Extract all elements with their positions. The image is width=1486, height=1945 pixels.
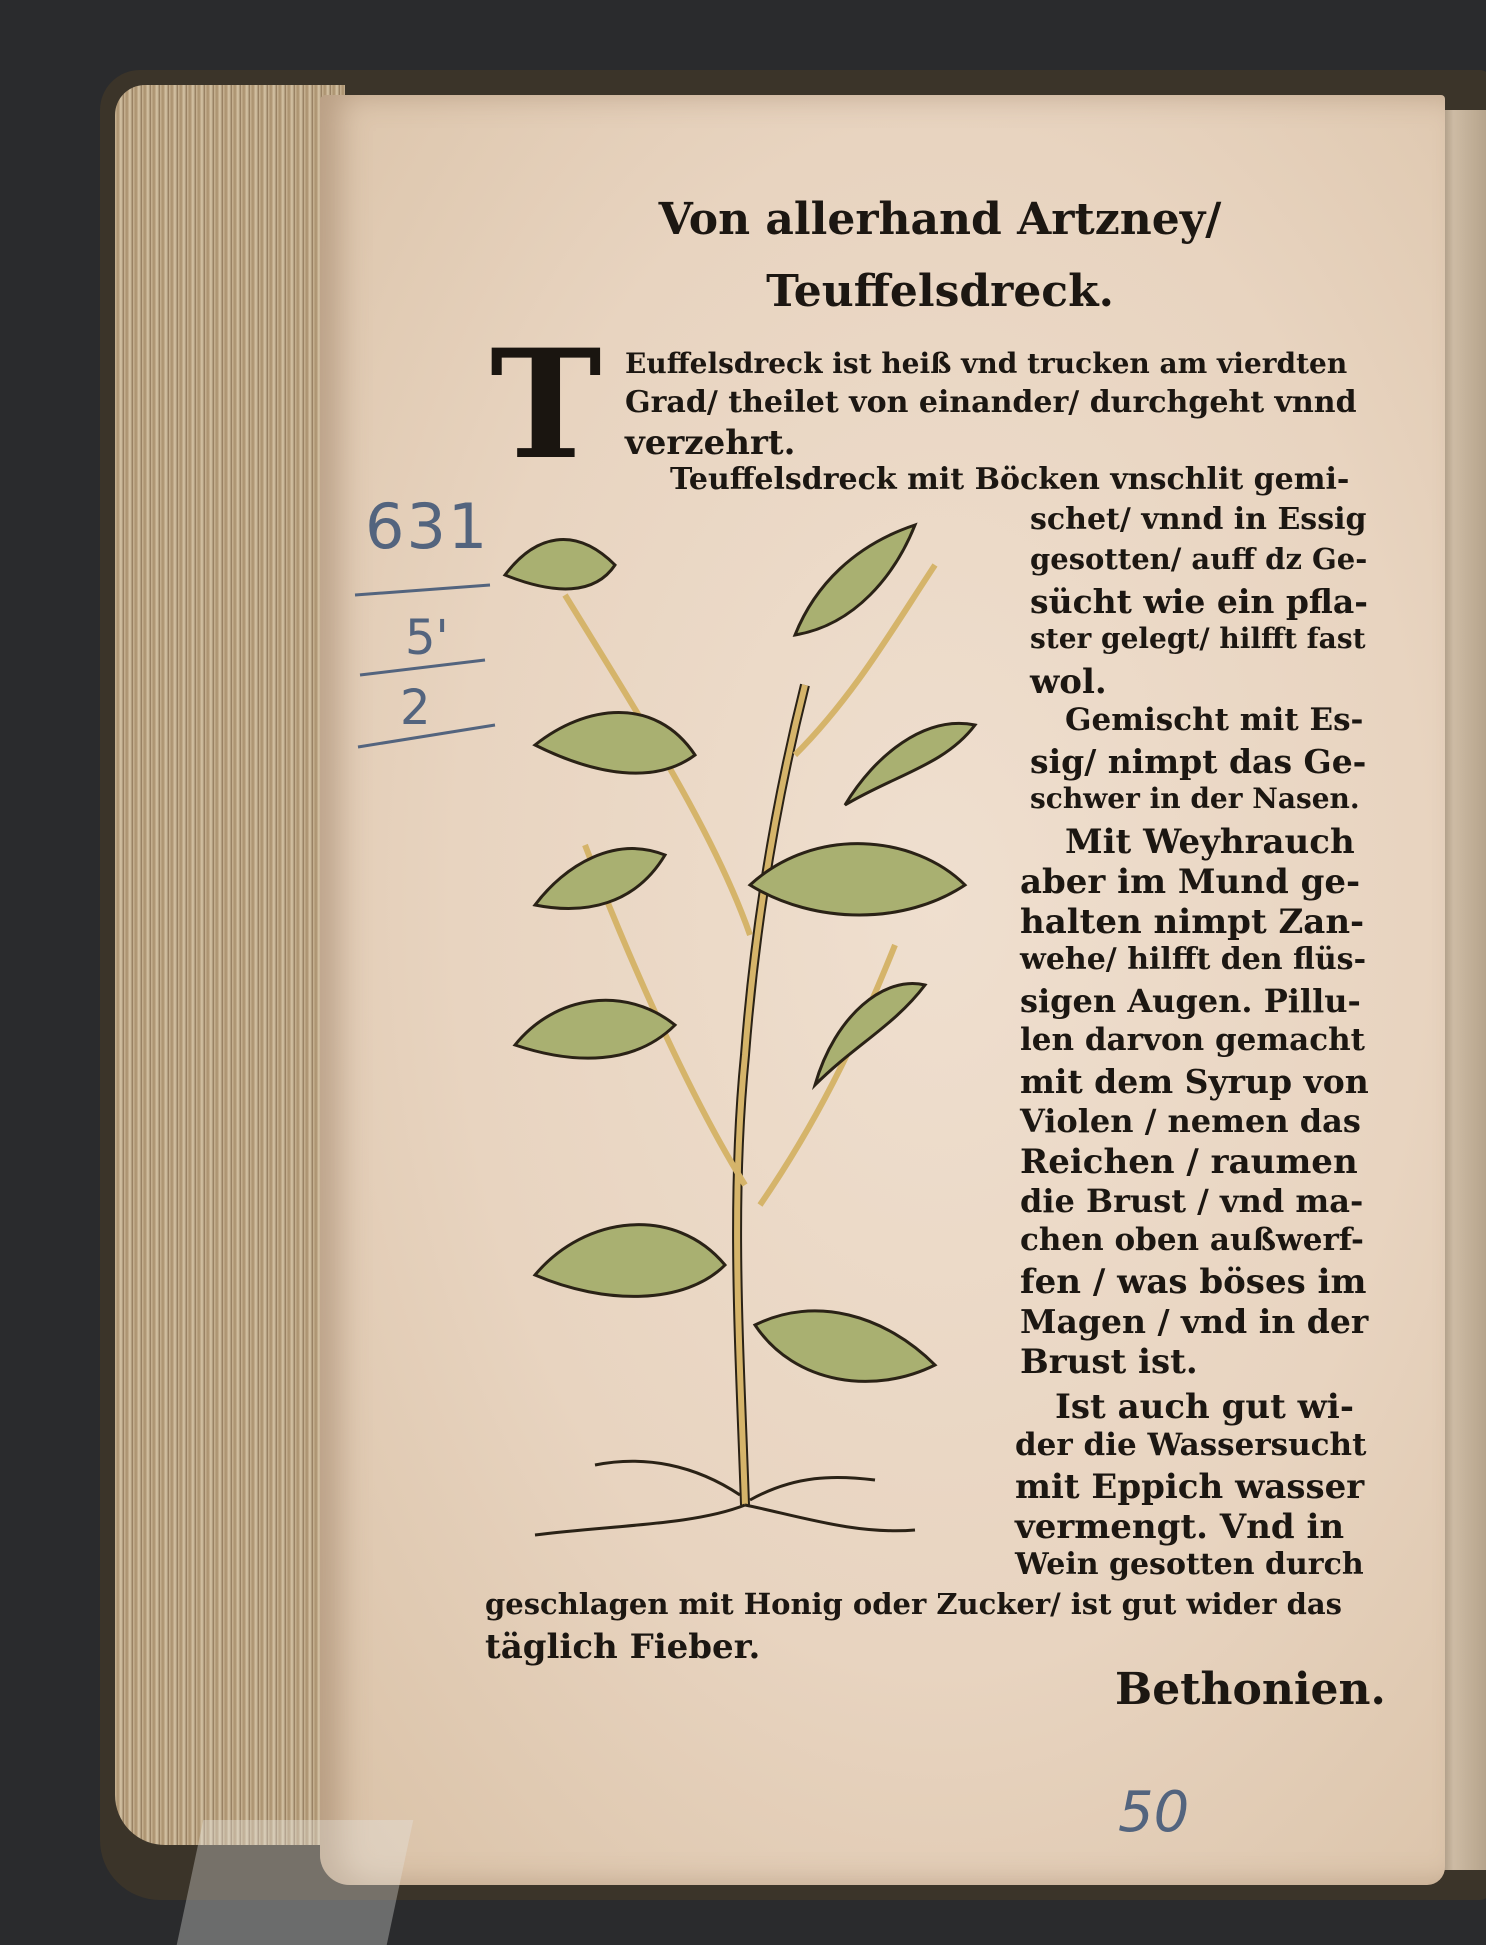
body-line: Teuffelsdreck mit Böcken vnschlit gemi-: [670, 462, 1350, 497]
body-line: vermengt. Vnd in: [1015, 1507, 1345, 1547]
body-line: mit dem Syrup von: [1020, 1062, 1369, 1101]
page-edges: [115, 85, 345, 1845]
manuscript-fraction-denominator: 2: [400, 680, 431, 736]
body-line: die Brust / vnd ma-: [1020, 1182, 1364, 1220]
manuscript-shelfmark: 631: [365, 490, 490, 563]
folio-number: 50: [1118, 1780, 1190, 1845]
body-line: Ist auch gut wi-: [1055, 1387, 1354, 1427]
body-line: halten nimpt Zan-: [1020, 902, 1365, 942]
body-line: Reichen / raumen: [1020, 1142, 1358, 1182]
body-line: ster gelegt/ hilfft fast: [1030, 622, 1366, 655]
body-line: len darvon gemacht: [1020, 1022, 1365, 1058]
body-line: chen oben außwerf-: [1020, 1222, 1364, 1258]
tape-strip: [177, 1820, 414, 1945]
body-line: Mit Weyhrauch: [1065, 822, 1355, 862]
body-line: aber im Mund ge-: [1020, 862, 1361, 902]
body-line: verzehrt.: [625, 423, 796, 463]
catchword: Bethonien.: [1115, 1664, 1386, 1715]
body-line: schwer in der Nasen.: [1030, 782, 1360, 815]
body-line: wol.: [1030, 662, 1107, 702]
body-line: Gemischt mit Es-: [1065, 702, 1364, 738]
body-line: Euffelsdreck ist heiß vnd trucken am vierdten: [625, 347, 1348, 380]
manuscript-lines: [350, 575, 500, 755]
body-line: Brust ist.: [1020, 1342, 1198, 1382]
body-line: wehe/ hilfft den flüs-: [1020, 942, 1367, 977]
body-line: schet/ vnnd in Essig: [1030, 502, 1367, 537]
body-line: Wein gesotten durch: [1015, 1547, 1364, 1582]
drop-cap: T: [490, 317, 602, 493]
body-line: sigen Augen. Pillu-: [1020, 982, 1361, 1020]
body-line: gesotten/ auff dz Ge-: [1030, 542, 1368, 576]
body-line: mit Eppich wasser: [1015, 1467, 1365, 1507]
body-line: sig/ nimpt das Ge-: [1030, 742, 1367, 781]
section-title: Teuffelsdreck.: [766, 266, 1114, 317]
body-line: Grad/ theilet von einander/ durchgeht vnnd: [625, 385, 1357, 420]
page-heading: Von allerhand Artzney/: [658, 194, 1222, 245]
manuscript-fraction-numerator: 5': [405, 610, 449, 666]
body-line: fen / was böses im: [1020, 1262, 1367, 1302]
body-line: der die Wassersucht: [1015, 1427, 1367, 1463]
body-line: Violen / nemen das: [1020, 1102, 1361, 1140]
body-line: Magen / vnd in der: [1020, 1302, 1369, 1341]
body-line: geschlagen mit Honig oder Zucker/ ist gut wider das: [485, 1587, 1342, 1621]
body-line: täglich Fieber.: [485, 1627, 761, 1667]
plant-woodcut-icon: [495, 505, 1015, 1545]
body-line: sücht wie ein pfla-: [1030, 582, 1368, 621]
